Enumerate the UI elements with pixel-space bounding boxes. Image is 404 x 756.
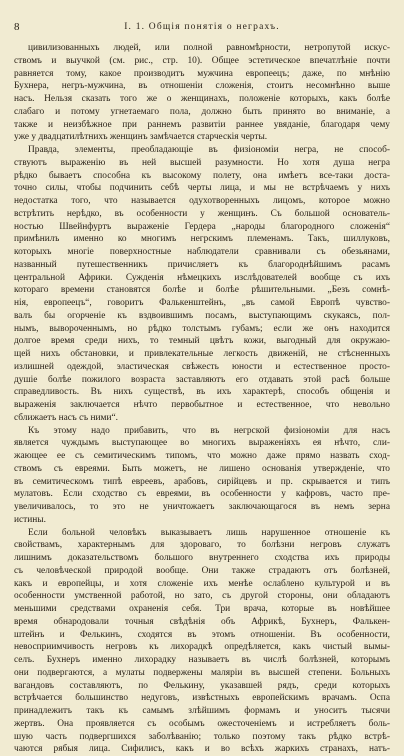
text-line: ствомъ съ евреями. Быть можетъ, не лишено основанія утвержденіе, что	[14, 463, 390, 476]
text-line: недостатка того, что называется одухотворенныхъ лицомъ, которое можно	[14, 195, 390, 208]
text-line: Къ этому надо прибавить, что въ негрской физіономіи для насъ	[14, 425, 390, 438]
text-line: съ человѣческой природой вообще. Они также страдаютъ отъ болѣзней,	[14, 565, 390, 578]
paragraph	[14, 42, 390, 144]
text-line: время обнародовали точныя свѣдѣнія объ Африкѣ, Бухнеръ, Фалькен-	[14, 616, 390, 629]
text-line: лишнимъ доказательствомъ большого внутреннего сходства ихъ природы	[14, 552, 390, 565]
text-line: сближаетъ насъ съ ними“.	[14, 412, 390, 425]
text-line: слабаго и потому угнетаемаго пола, должно быть принято во вниманіе, а	[14, 106, 390, 119]
text-line: мулатовъ. Если сходство съ евреями, въ особенности у кафровъ, часто пре-	[14, 488, 390, 501]
text-line: штейнъ и Фелькинъ, сходятся въ этомъ отношеніи. Въ особенности,	[14, 629, 390, 642]
text-line: вагандовъ составляютъ, по Фелькину, указавшей рядъ, среди которыхъ	[14, 680, 390, 693]
text-line: душіе болѣе пожилого возраста заставляютъ его отдавать этой расѣ больше	[14, 374, 390, 387]
text-line: долгое время среди нихъ, то темный цвѣтъ кожи, выгодный для окружаю-	[14, 335, 390, 348]
text-line: также и неизбѣжное при раннемъ развитіи раннее увяданіе, благодаря чему	[14, 119, 390, 132]
text-line: щей нихъ обстановки, и привлекательные легкость движеній, не стѣсненныхъ	[14, 348, 390, 361]
text-line: Если больной человѣкъ выказываетъ лишь нарушенное отношеніе къ	[14, 527, 390, 540]
text-line: излишней одеждой, эластическая свѣжесть юности и естественное просто-	[14, 361, 390, 374]
text-line: меньшими средствами охраненія себя. Три врача, которые въ новѣйшее	[14, 603, 390, 616]
page-header	[14, 20, 390, 36]
text-line: нія, европеецъ“, говоритъ Фалькенштейнъ, „въ самой Европѣ чувство-	[14, 297, 390, 310]
text-line: точно силы, чтобы подчинить себѣ черты лица, и мы не встрѣчаемъ у нихъ	[14, 182, 390, 195]
text-line: шую часть подвергшихся заболѣванію; только поэтому такъ рѣдко встрѣ-	[14, 731, 390, 744]
text-line: ствомъ и выучкой (см. рис., стр. 10). Общее эстетическое впечатлѣніе почти	[14, 55, 390, 68]
text-line: нымъ, вывороченнымъ, но рѣдко толстымъ губамъ; если же онъ находится	[14, 323, 390, 336]
text-line: жертвъ. Она проявляется съ особымъ ожесточеніемъ и истребляетъ боль-	[14, 718, 390, 731]
text-line: они подвергаются, а мулаты подвержены маляріи въ высшей степени. Больныхъ	[14, 667, 390, 680]
text-line: встрѣтить нерѣдко, въ особенности у женщинъ. Съ большой основатель-	[14, 208, 390, 221]
text-line: цивилизованныхъ людей, или полной равномѣрности, нетропутой искус-	[14, 42, 390, 55]
text-line: является чуждымъ выступающее во многихъ выраженіяхъ ея нѣчто, сли-	[14, 437, 390, 450]
text-line: насъ. Нельзя сказать того же о женщинахъ, положеніе которыхъ, какъ болѣе	[14, 93, 390, 106]
text-line: встрѣчается большинство недуговъ, извѣстныхъ европейскимъ врачамъ. Оспа	[14, 692, 390, 705]
text-line: принадлежитъ такъ къ самымъ злѣйшимъ формамъ и уноситъ тысячи	[14, 705, 390, 718]
text-line: примѣнилъ именно ко многимъ негрскимъ племенамъ. Такъ, шиллуковъ,	[14, 233, 390, 246]
text-line: рѣдко бываетъ способна къ высокому полету, она имѣетъ все-таки доста-	[14, 170, 390, 183]
text-line: невосприимчивость негровъ къ лихорадкѣ опредѣляется, какъ чистый вымы-	[14, 641, 390, 654]
paragraph	[14, 425, 390, 527]
page-body	[14, 42, 390, 642]
text-line: Правда, элементы, преобладающіе въ физіономіи негра, не способ-	[14, 144, 390, 157]
text-line: которыхъ многіе поверхностные наблюдатели сравнивали съ обезьянами,	[14, 246, 390, 259]
paragraph	[14, 144, 390, 425]
text-line: справедливость. Въ нихъ существѣ, въ ихъ характерѣ, способъ общенія и	[14, 386, 390, 399]
text-line: котораго времени становятся болѣе и болѣе рѣшительными. „Безъ сомнѣ-	[14, 284, 390, 297]
text-line: ствуютъ выраженію въ ней высшей разумности. Но хотя душа негра	[14, 157, 390, 170]
text-line: чаются рябыя лица. Сифилисъ, какъ и во всѣхъ жаркихъ странахъ, натъ-	[14, 743, 390, 756]
running-head: I. 1. Общiя понятiя о неграхъ.	[14, 22, 390, 32]
text-line: центральной Африки. Сужденія нѣмецкихъ изслѣдователей вообще съ ихъ	[14, 272, 390, 285]
text-line: особенности умственной работой, но зато, съ другой стороны, они обладаютъ	[14, 590, 390, 603]
text-line: истины.	[14, 514, 390, 527]
text-line: селъ. Бухнеръ именно лихорадку называетъ въ числѣ болѣзней, которымъ	[14, 654, 390, 667]
text-line: какъ и европейцы, и хотя сложеніе ихъ менѣе ослаблено культурой и въ	[14, 578, 390, 591]
text-line: выраженія заключается нѣчто первобытное и естественное, что невольно	[14, 399, 390, 412]
page-number: 8	[14, 21, 20, 33]
text-line: жающее ее съ семитическимъ типомъ, что можно даже прямо назвать сход-	[14, 450, 390, 463]
text-line: увеличивалось, то это не уничтожаетъ заключающагося въ немъ зерна	[14, 501, 390, 514]
text-line: ностью Швейнфуртъ выраженіе Гердера „народы благородного сложенія“	[14, 221, 390, 234]
paragraph	[14, 527, 390, 756]
text-line: въ семитическомъ типѣ евреевъ, арабовъ, сирійцевъ и пр. скрывается и типъ	[14, 476, 390, 489]
text-line: названный путешественникъ причисляетъ къ благороднѣйшимъ расамъ	[14, 259, 390, 272]
text-line: валъ бы огорченіе къ вздвоившимъ посамъ, выступающимъ скукаясь, пол-	[14, 310, 390, 323]
text-line: равняется тому, какое производитъ мужчина европеецъ; даже, по мнѣнію	[14, 68, 390, 81]
text-line: уже у двадцатилѣтнихъ женщинъ замѣчается старческія черты.	[14, 131, 390, 144]
text-line: Бухнера, негръ-мужчина, въ отношеніи сложенія, стоитъ несомнѣнно выше	[14, 80, 390, 93]
text-line: свойствамъ, характернымъ для здороваго, то болѣзни негровъ служатъ	[14, 539, 390, 552]
